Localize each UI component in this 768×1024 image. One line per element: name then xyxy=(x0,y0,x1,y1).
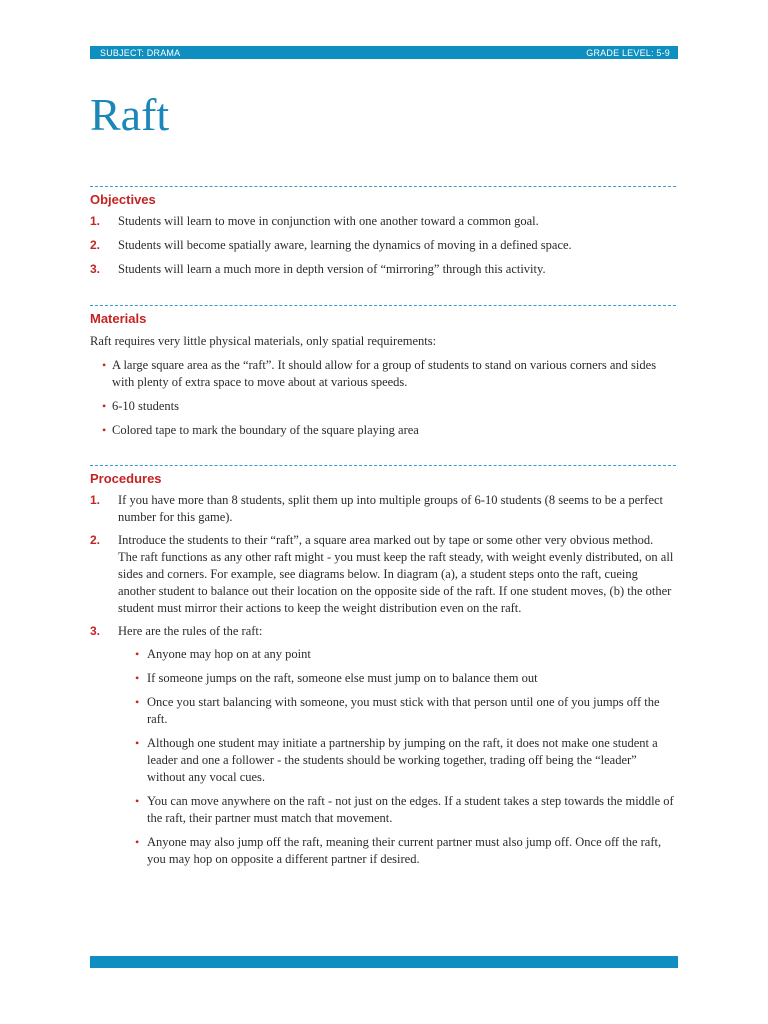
list-item xyxy=(90,694,674,728)
list-item xyxy=(90,834,674,868)
item-number: 2. xyxy=(90,533,101,547)
item-number: 3. xyxy=(90,262,101,276)
item-text: Although one student may initiate a partnership by jumping on the raft, it does not make one student a leader and one a follower - the students should be working together, trading off being the “leader” without any vocal cues. xyxy=(147,736,658,784)
materials-divider xyxy=(90,305,676,306)
procedures-section xyxy=(90,465,674,868)
objectives-list xyxy=(90,213,674,278)
list-item xyxy=(90,646,674,663)
item-text: You can move anywhere on the raft - not just on the edges. If a student takes a step towards the middle of the raft, their partner must match that movement. xyxy=(147,794,674,825)
item-text: Here are the rules of the raft: xyxy=(118,624,263,638)
bullet-icon: • xyxy=(102,423,107,437)
objectives-section xyxy=(90,186,674,278)
list-item xyxy=(90,357,674,391)
item-text: Students will learn a much more in depth version of “mirroring” through this activity. xyxy=(118,262,546,276)
item-number: 3. xyxy=(90,624,101,638)
item-text: Anyone may hop on at any point xyxy=(147,647,311,661)
item-text: 6-10 students xyxy=(112,399,180,413)
bullet-icon: • xyxy=(102,399,107,413)
list-item xyxy=(90,237,674,254)
item-text: Anyone may also jump off the raft, meaning their current partner must also jump off. Once off the raft, you may hop on opposite a different partner if desired. xyxy=(147,835,662,866)
item-number: 2. xyxy=(90,238,101,252)
item-text: Students will learn to move in conjunction with one another toward a common goal. xyxy=(118,214,539,228)
list-item xyxy=(90,532,674,617)
item-text: Introduce the students to their “raft”, a square area marked out by tape or some other very obvious method. The raft functions as any other raft might - you must keep the raft steady, with weight evenly distributed, on all sides and corners. For example, see diagrams below. In diagram (a), a student steps onto the raft, cueing another student to balance out their location on the opposite side of the raft. If one student moves, (b) the other student must mirror their actions to keep the weight distribution even on the raft. xyxy=(118,533,674,615)
item-number: 1. xyxy=(90,493,101,507)
list-item xyxy=(90,793,674,827)
list-item xyxy=(90,492,674,526)
item-text: A large square area as the “raft”. It should allow for a group of students to stand on various corners and sides with plenty of extra space to move about at various speeds. xyxy=(112,358,657,389)
objectives-heading: Objectives xyxy=(90,192,156,207)
bullet-icon: • xyxy=(135,794,140,808)
page-title: Raft xyxy=(90,89,170,140)
bullet-icon: • xyxy=(135,695,140,709)
item-text: Colored tape to mark the boundary of the square playing area xyxy=(112,423,419,437)
grade-level-label: GRADE LEVEL: 5-9 xyxy=(586,47,670,58)
list-item xyxy=(90,623,674,640)
bullet-icon: • xyxy=(135,671,140,685)
bullet-icon: • xyxy=(135,647,140,661)
raft-rules-list xyxy=(90,646,674,868)
materials-heading: Materials xyxy=(90,311,147,326)
bullet-icon: • xyxy=(135,736,140,750)
materials-list xyxy=(90,357,674,439)
item-number: 1. xyxy=(90,214,101,228)
list-item xyxy=(90,261,674,278)
procedures-divider xyxy=(90,465,676,466)
subject-label: SUBJECT: DRAMA xyxy=(100,47,181,58)
list-item xyxy=(90,213,674,230)
list-item xyxy=(90,735,674,786)
footer-bar xyxy=(90,956,678,968)
list-item xyxy=(90,422,674,439)
materials-section xyxy=(90,305,674,439)
procedures-heading: Procedures xyxy=(90,471,162,486)
header-bar xyxy=(90,46,678,59)
objectives-divider xyxy=(90,186,676,187)
item-text: Students will become spatially aware, learning the dynamics of moving in a defined space. xyxy=(118,238,572,252)
item-text: If you have more than 8 students, split them up into multiple groups of 6-10 students (8 seems to be a perfect number for this game). xyxy=(118,493,664,524)
bullet-icon: • xyxy=(135,835,140,849)
list-item xyxy=(90,398,674,415)
item-text: If someone jumps on the raft, someone else must jump on to balance them out xyxy=(147,671,538,685)
materials-intro: Raft requires very little physical materials, only spatial requirements: xyxy=(90,334,437,348)
bullet-icon: • xyxy=(102,358,107,372)
item-text: Once you start balancing with someone, you must stick with that person until one of you jumps off the raft. xyxy=(147,695,660,726)
list-item xyxy=(90,670,674,687)
procedures-list xyxy=(90,492,674,640)
